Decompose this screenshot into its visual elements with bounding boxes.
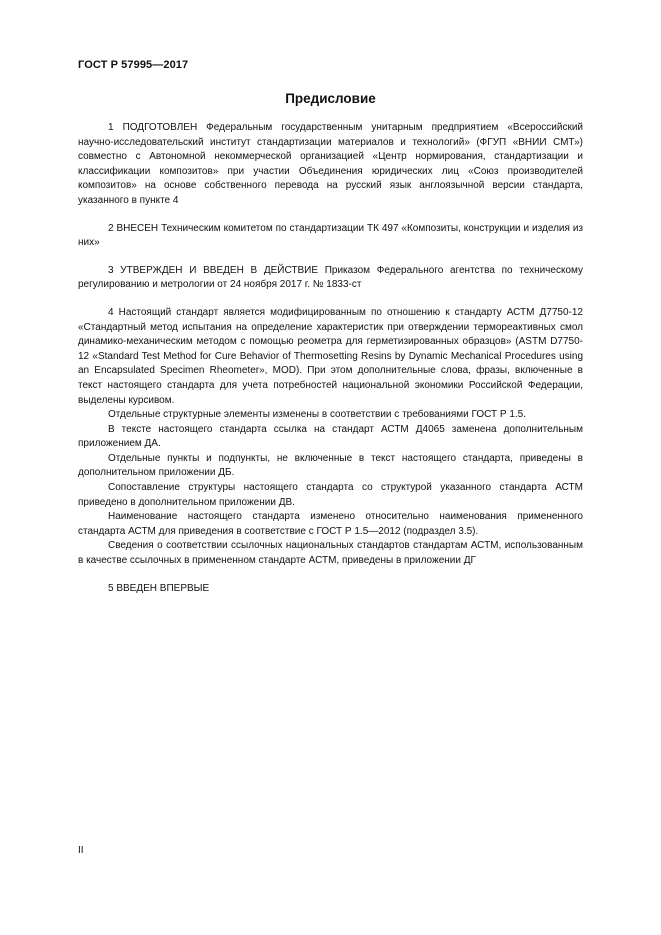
page-number: II [78,845,84,856]
paragraph-submitted: 2 ВНЕСЕН Техническим комитетом по стандартизации ТК 497 «Композиты, конструкции и изделия из них» [78,222,583,249]
paragraph-name-changed: Наименование настоящего стандарта изменено относительно наименования примененного стандарта АСТМ для приведения в соответствие с ГОСТ Р 1.5—2012 (подраздел 3.5). [78,511,583,537]
paragraph-structural-elements: Отдельные структурные элементы изменены в соответствии с требованиями ГОСТ Р 1.5. [108,409,527,421]
paragraph-introduced: 5 ВВЕДЕН ВПЕРВЫЕ [108,582,210,594]
paragraph-approved: 3 УТВЕРЖДЕН И ВВЕДЕН В ДЕЙСТВИЕ Приказом Федерального агентства по техническому регулированию и метрологии от 24 ноября 2017 г. № 1833-ст [78,264,583,291]
paragraph-structure-comparison: Сопоставление структуры настоящего стандарта со структурой указанного стандарта АСТМ приведено в дополнительном приложении ДВ. [78,482,583,508]
paragraph-prepared: 1 ПОДГОТОВЛЕН Федеральным государственным унитарным предприятием «Всероссийский научно-исследовательский институт стандартизации материалов и технологий» (ФГУП «ВНИИ СМТ») совместно с Автономной некоммерческой организацией «Центр нормирования, стандартизации и классификации композитов» при участии Объединения юридических лиц «Союз производителей композитов» на основе собственного перевода на русский язык англоязычной версии стандарта, указанного в пункте 4 [78,122,583,206]
standard-number: ГОСТ Р 57995—2017 [78,59,189,71]
paragraph-modified: 4 Настоящий стандарт является модифицированным по отношению к стандарту АСТМ Д7750-12 «Стандартный метод испытания на определение характеристик при отверждении термореактивных смол динамико-механическим методом с помощью реометра для герметизированных образцов» (ASTM D7750-12 «Standard Test Method for Cure Behavior of Thermosetting Resins by Dynamic Mechanical Procedures using an Encapsulated Specimen Rheometer», MOD). При этом дополнительные слова, фразы, включенные в текст настоящего стандарта для учета потребностей национальной экономики Российской Федерации, выделены курсивом. [78,306,583,406]
preface-body [78,121,583,596]
paragraph-references-info: Сведения о соответствии ссылочных национальных стандартов стандартам АСТМ, использованным в качестве ссылочных в примененном стандарте АСТМ, приведены в приложении ДГ [78,540,583,567]
page-title: Предисловие [285,91,376,106]
paragraph-excluded-items: Отдельные пункты и подпункты, не включенные в текст настоящего стандарта, приведены в дополнительном приложении ДБ. [78,452,583,479]
paragraph-reference-replaced: В тексте настоящего стандарта ссылка на стандарт АСТМ Д4065 заменена дополнительным приложением ДА. [78,423,583,450]
